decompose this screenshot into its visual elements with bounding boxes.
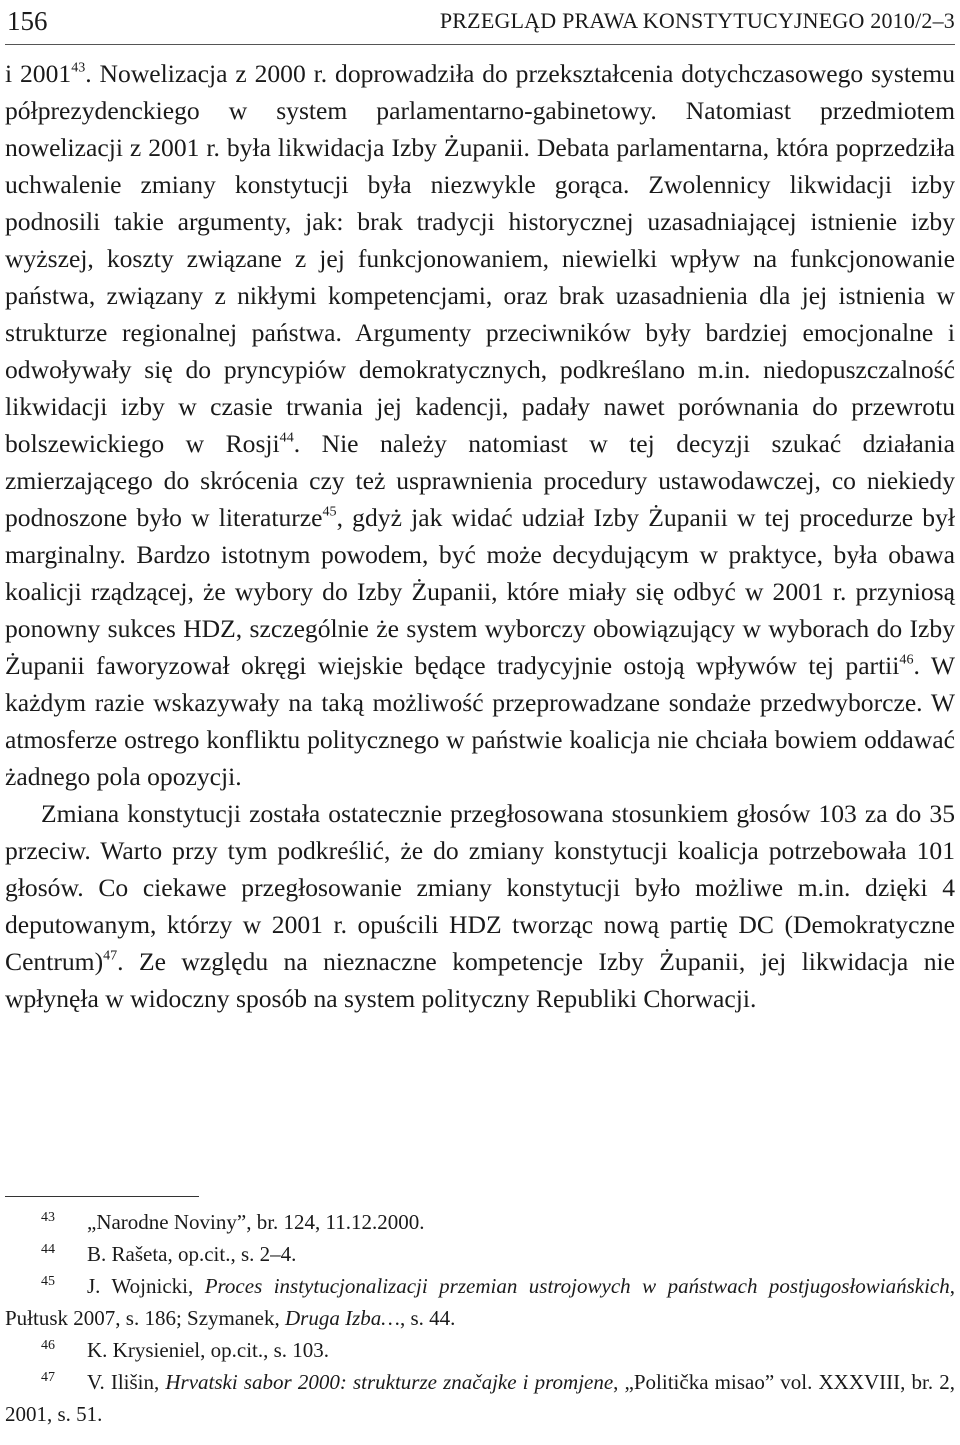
footnote-ref[interactable]: 46 — [899, 651, 914, 668]
footnote-ref[interactable]: 44 — [279, 429, 294, 446]
footnote-47: 47 V. Ilišin, Hrvatski sabor 2000: strukturze značajke i promjene, „Politička misao” vol. XXXVIII, br. 2, 2001, s. 51. — [5, 1370, 955, 1426]
text-run: i 2001 — [5, 59, 72, 88]
footnote-title: Proces instytucjonalizacji przemian ustrojowych w państwach postjugosłowiańskich — [204, 1274, 950, 1298]
footnote-text: K. Krysieniel, op.cit., s. 103. — [87, 1338, 330, 1362]
paragraph — [5, 55, 955, 795]
footnote-44: 44 B. Rašeta, op.cit., s. 2–4. — [41, 1242, 297, 1266]
page-number: 156 — [7, 6, 48, 36]
footnote-text: , „Politička misao” vol. XXXVIII, br. 2, 2001, s. 51. — [5, 1370, 955, 1426]
footnote-ref[interactable]: 45 — [322, 503, 337, 520]
footnote-text: V. Ilišin, — [87, 1370, 166, 1394]
footnote-title: Hrvatski sabor 2000: strukturze značajke i promjene — [165, 1370, 614, 1394]
paragraph — [5, 795, 955, 1017]
text-run: , gdyż jak widać udział Izby Żupanii w tej procedurze był marginalny. Bardzo istotnym powodem, być może decydującym w praktyce, była obawa koalicji rządzącej, że wybory do Izby Żupanii, które miały się odbyć w 2001 r. przyniosą ponowny sukces HDZ, szczególnie że system wyborczy obowiązujący w wyborach do Izby Żupanii faworyzował okręgi wiejskie będące tradycyjnie ostoją wpływów tej partii — [5, 503, 955, 680]
footnote-text: „Narodne Noviny”, br. 124, 11.12.2000. — [87, 1210, 425, 1234]
footnote-text: B. Rašeta, op.cit., s. 2–4. — [87, 1242, 297, 1266]
footnote-text: , s. 44. — [399, 1306, 456, 1330]
footnote-46: 46 K. Krysieniel, op.cit., s. 103. — [41, 1338, 330, 1362]
footnote-text: , Pułtusk 2007, s. 186; Szymanek, — [5, 1274, 955, 1330]
body-text — [5, 55, 955, 1017]
footnote-title: Druga Izba… — [285, 1306, 400, 1330]
text-run: . Nowelizacja z 2000 r. doprowadziła do przekształcenia dotychczasowego systemu półprezydenckiego w system parlamentarno-gabinetowy. Natomiast przedmiotem nowelizacji z 2001 r. była likwidacja Izby Żupanii. Debata parlamentarna, która poprzedziła uchwalenie zmiany konstytucji była niezwykle gorąca. Zwolennicy likwidacji izby podnosili takie argumenty, jak: brak tradycji historycznej uzasadniającej istnienie izby wyższej, koszty związane z jej funkcjonowaniem, niewielki wpływ na funkcjonowanie państwa, związany z nikłymi kompetencjami, oraz brak uzasadnienia dla jej istnienia w strukturze regionalnej państwa. Argumenty przeciwników były bardziej emocjonalne i odwoływały się do pryncypiów demokratycznych, podkreślano m.in. niedopuszczalność likwidacji izby w czasie trwania jej kadencji, padały nawet porównania do przewrotu bolszewickiego w Rosji — [5, 59, 955, 458]
text-run: . W każdym razie wskazywały na taką możliwość przeprowadzane sondaże przedwyborcze. W atmosferze ostrego konfliktu politycznego w państwie koalicja nie chciała bowiem oddawać żadnego pola opozycji. — [5, 651, 955, 791]
footnote-ref[interactable]: 47 — [103, 947, 118, 964]
page-header — [5, 0, 955, 45]
text-run: . Ze względu na nieznaczne kompetencje Izby Żupanii, jej likwidacja nie wpłynęła w widoczny sposób na system polityczny Republiki Chorwacji. — [5, 947, 955, 1013]
footnote-separator — [5, 1196, 199, 1197]
text-run: . Nie należy natomiast w tej decyzji szukać działania zmierzającego do skrócenia czy też usprawnienia procedury ustawodawczej, co niekiedy podnoszone było w literaturze — [5, 429, 956, 532]
text-run: Zmiana konstytucji została ostatecznie przegłosowana stosunkiem głosów 103 za do 35 przeciw. Warto przy tym podkreślić, że do zmiany konstytucji koalicja potrzebowała 101 głosów. Co ciekawe przegłosowanie zmiany konstytucji było możliwe m.in. dzięki 4 deputowanym, którzy w 2001 r. opuścili HDZ tworząc nową partię DC (Demokratyczne Centrum) — [5, 799, 955, 976]
footnote-43: 43 „Narodne Noviny”, br. 124, 11.12.2000. — [41, 1210, 425, 1234]
running-title: PRZEGLĄD PRAWA KONSTYTUCYJNEGO 2010/2–3 — [439, 8, 955, 33]
footnote-ref[interactable]: 43 — [71, 59, 86, 76]
footnote-45: 45 J. Wojnicki, Proces instytucjonalizacji przemian ustrojowych w państwach postjugosłowiańskich, Pułtusk 2007, s. 186; Szymanek, Druga Izba…, s. 44. — [5, 1274, 955, 1330]
footnote-text: J. Wojnicki, — [87, 1274, 205, 1298]
footnotes — [5, 1206, 955, 1430]
